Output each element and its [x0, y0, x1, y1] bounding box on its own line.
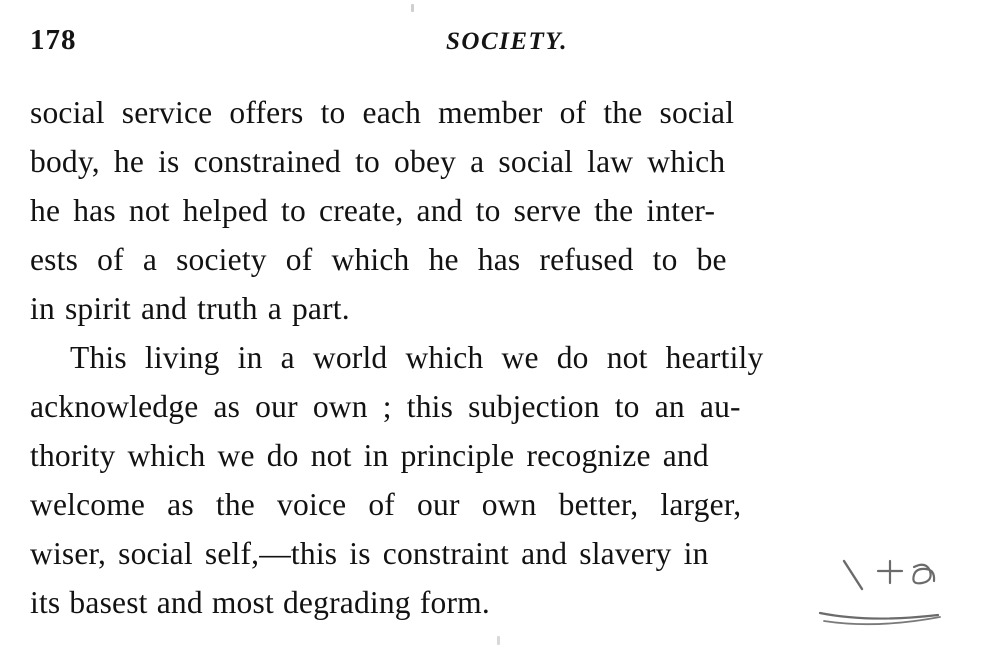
page-number: 178 — [30, 24, 77, 56]
text-line: he has not helped to create, and to serve the inter- — [30, 193, 716, 228]
text-line: This living in a world which we do not heartily — [70, 340, 764, 375]
scan-artifact-bottom — [497, 636, 500, 645]
body-text — [30, 88, 965, 627]
text-line: wiser, social self,—this is constraint and slavery in — [30, 536, 709, 571]
text-line: in spirit and truth a part. — [30, 291, 350, 326]
paragraph — [30, 88, 965, 333]
text-line: thority which we do not in principle recognize and — [30, 438, 709, 473]
text-line: body, he is constrained to obey a social law which — [30, 144, 726, 179]
text-line: acknowledge as our own ; this subjection to an au- — [30, 389, 741, 424]
scan-artifact-top — [411, 4, 414, 12]
text-line: its basest and most degrading form. — [30, 585, 490, 620]
running-head-title: SOCIETY. — [446, 28, 568, 55]
running-head — [0, 18, 1000, 64]
text-line: ests of a society of which he has refused to be — [30, 242, 727, 277]
text-line: welcome as the voice of our own better, larger, — [30, 487, 742, 522]
paragraph — [30, 333, 965, 627]
text-line: social service offers to each member of the social — [30, 95, 735, 130]
